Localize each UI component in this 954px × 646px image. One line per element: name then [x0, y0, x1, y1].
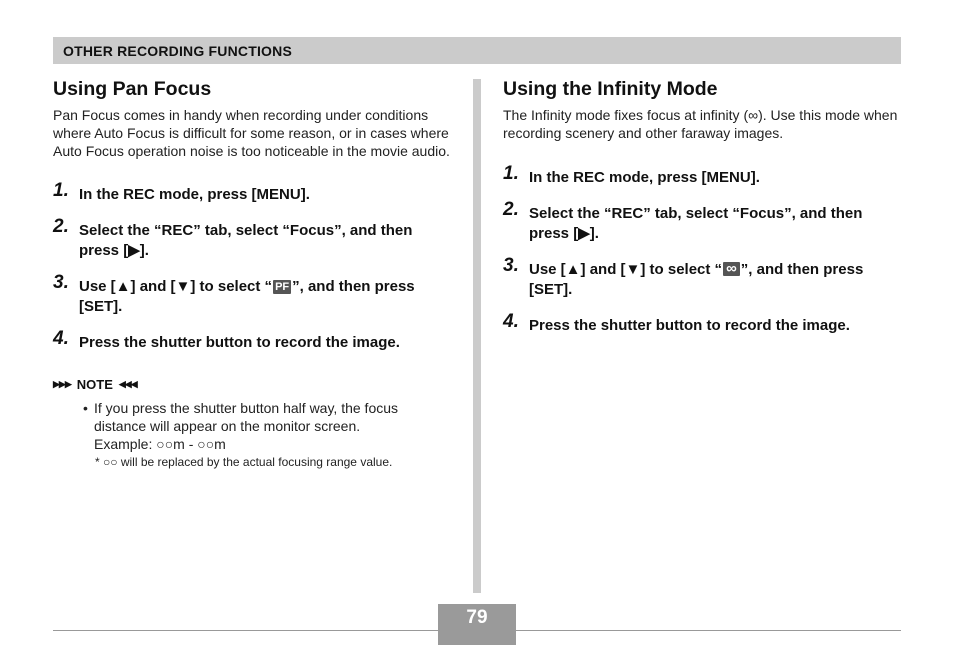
- page-number-tab: [438, 630, 516, 645]
- infinity-icon: ∞: [723, 262, 740, 276]
- step-item: [53, 328, 453, 353]
- note-label: NOTE: [76, 377, 113, 393]
- note-block: [53, 377, 453, 469]
- step-item: [53, 272, 453, 317]
- note-left-arrows-icon: ▶▶▶: [53, 379, 71, 390]
- left-column: [53, 78, 453, 470]
- infinity-mode-steps: [503, 162, 903, 336]
- step-number: 2.: [53, 216, 69, 238]
- step-text: In the REC mode, press [MENU].: [79, 186, 310, 204]
- step-number: 3.: [503, 254, 519, 276]
- step-item: [503, 310, 903, 336]
- step-text-before: Use [▲] and [▼] to select “: [529, 260, 723, 278]
- note-right-arrows-icon: ◀◀◀: [118, 379, 137, 390]
- step-number: 4.: [503, 310, 519, 332]
- step-text-before: Use [▲] and [▼] to select “: [79, 278, 273, 296]
- page-number: 79: [438, 604, 516, 630]
- step-number: 3.: [53, 272, 69, 294]
- column-divider: [473, 79, 481, 593]
- infinity-mode-intro: The Infinity mode fixes focus at infinity (∞). Use this mode when recording scenery and other faraway images.: [503, 107, 898, 141]
- step-number: 1.: [503, 162, 519, 184]
- note-text: If you press the shutter button half way, the focus distance will appear on the monitor screen.: [94, 400, 399, 435]
- note-bullet: •: [83, 400, 88, 417]
- step-number: 4.: [53, 328, 69, 350]
- infinity-mode-title: Using the Infinity Mode: [503, 78, 718, 100]
- note-footnote: * ○○ will be replaced by the actual focusing range value.: [95, 454, 393, 469]
- section-header-bar: [53, 37, 901, 64]
- step-text-after: ”, and then press [SET].: [79, 278, 415, 316]
- pan-focus-steps: [53, 180, 453, 353]
- step-text: Select the “REC” tab, select “Focus”, and then press [▶].: [529, 204, 863, 242]
- page-number-box: [438, 604, 516, 645]
- step-text: In the REC mode, press [MENU].: [529, 168, 760, 186]
- step-text: Press the shutter button to record the image.: [529, 316, 850, 334]
- step-text: Press the shutter button to record the image.: [79, 334, 400, 352]
- step-number: 2.: [503, 198, 519, 220]
- step-number: 1.: [53, 180, 69, 202]
- step-item: [53, 180, 453, 205]
- step-item: [503, 254, 903, 300]
- right-column: [503, 78, 903, 336]
- note-example: Example: ○○m - ○○m: [94, 435, 226, 452]
- step-text-after: ”, and then press [SET].: [529, 260, 864, 298]
- section-header-title: OTHER RECORDING FUNCTIONS: [63, 43, 292, 59]
- pan-focus-title: Using Pan Focus: [53, 78, 212, 100]
- step-item: [503, 198, 903, 244]
- pan-focus-icon: PF: [275, 281, 290, 294]
- step-item: [503, 162, 903, 188]
- pan-focus-intro: Pan Focus comes in handy when recording under conditions where Auto Focus is difficult for some reason, or in cases where Auto Focus operation noise is too noticeable in the movie audio.: [53, 107, 450, 159]
- note-heading: [53, 377, 453, 392]
- step-text: Select the “REC” tab, select “Focus”, and then press [▶].: [79, 222, 413, 260]
- note-body: [53, 400, 453, 453]
- step-item: [53, 216, 453, 261]
